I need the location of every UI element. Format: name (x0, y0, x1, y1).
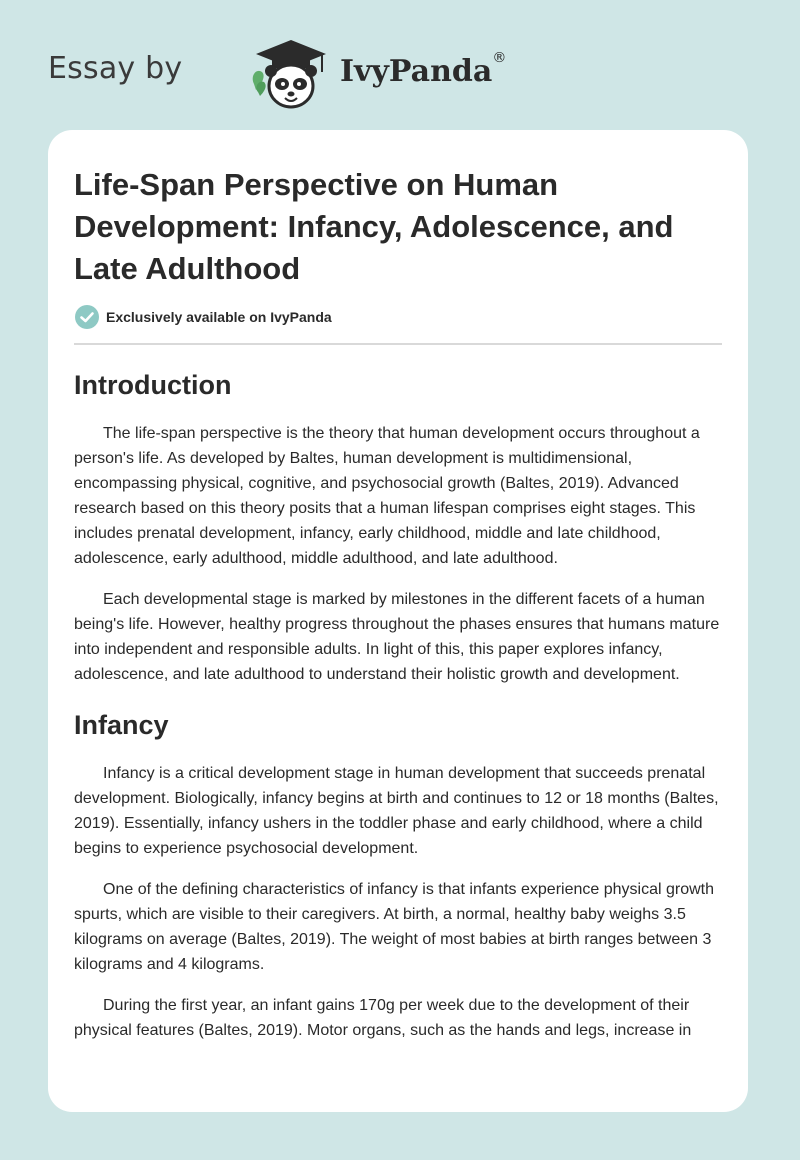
trademark-symbol: ® (492, 50, 507, 66)
paragraph: One of the defining characteristics of infancy is that infants experience physical growth spurts, which are visible to their caregivers. At birth, a normal, healthy baby weighs 3.5 kilograms on average (Baltes, 2019). The weight of most babies at birth ranges between 3 kilograms and 4 kilograms. (74, 881, 714, 973)
paragraph: During the first year, an infant gains 170g per week due to the development of their physical features (Baltes, 2019). Motor organs, such as the hands and legs, increase in (74, 997, 692, 1039)
title-divider (74, 343, 722, 345)
site-header (48, 34, 548, 114)
section-heading-introduction: Introduction (74, 370, 232, 400)
check-circle-icon (74, 304, 100, 330)
section-heading-infancy: Infancy (74, 710, 169, 740)
paragraph: The life-span perspective is the theory that human development occurs throughout a person's life. As developed by Baltes, human development is multidimensional, encompassing physical, cognitive, and psychosocial growth (Baltes, 2019). Advanced research based on this theory posits that a human lifespan comprises eight stages. This includes prenatal development, infancy, early childhood, middle and late childhood, adolescence, early adulthood, middle adulthood, and late adulthood. (74, 425, 700, 567)
article-card (48, 130, 748, 1112)
essay-by-label: Essay by (48, 51, 183, 86)
exclusive-badge-label: Exclusively available on IvyPanda (106, 309, 332, 325)
paragraph: Infancy is a critical development stage in human development that succeeds prenatal development. Biologically, infancy begins at birth and continues to 12 or 18 months (Baltes, 2019). Essentially, infancy ushers in the toddler phase and early childhood, where a child begins to experience psychosocial development. (74, 765, 719, 857)
panda-graduation-cap-icon[interactable] (248, 38, 334, 112)
exclusive-badge (74, 303, 722, 331)
brand-name[interactable]: IvyPanda® (340, 50, 507, 89)
article-title: Life-Span Perspective on Human Development: Infancy, Adolescence, and Late Adulthood (74, 167, 674, 286)
paragraph: Each developmental stage is marked by milestones in the different facets of a human being's life. However, healthy progress throughout the phases ensures that humans mature into independent and responsible adults. In light of this, this paper explores infancy, adolescence, and late adulthood to understand their holistic growth and development. (74, 591, 720, 683)
article-content (74, 164, 722, 1043)
